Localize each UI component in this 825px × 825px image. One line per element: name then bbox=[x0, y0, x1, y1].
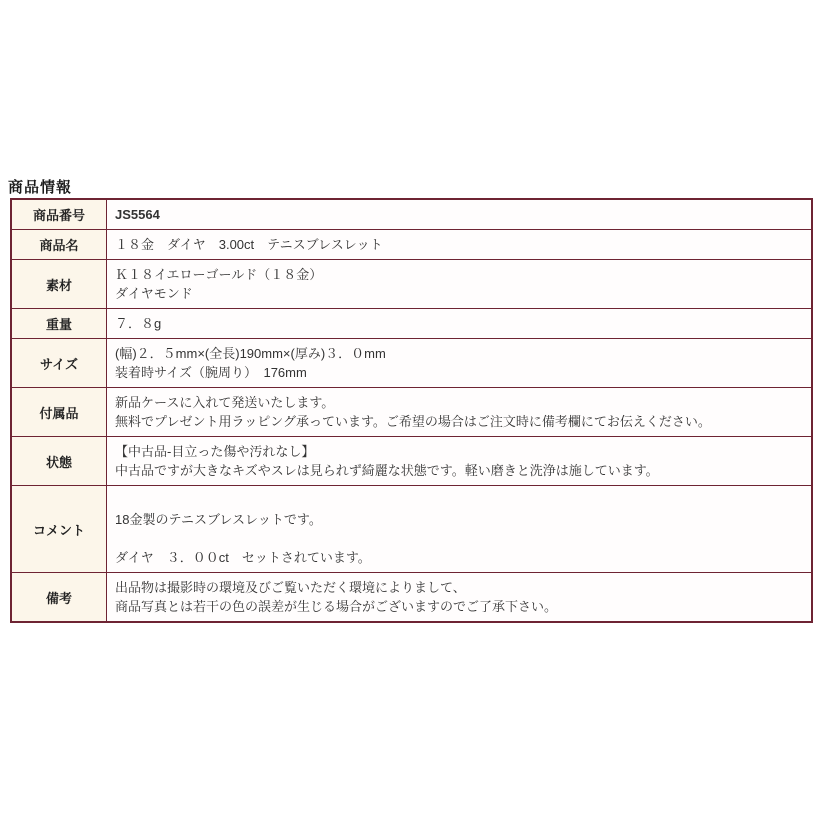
table-row-item-number bbox=[12, 200, 811, 230]
row-value-comment bbox=[107, 486, 811, 572]
row-value-item-name bbox=[107, 230, 811, 259]
row-label-weight: 重量 bbox=[12, 309, 107, 338]
row-value-line: 中古品ですが大きなキズやスレは見られず綺麗な状態です。軽い磨きと洗浄は施しています。 bbox=[115, 463, 659, 478]
row-value-line: 商品写真とは若干の色の誤差が生じる場合がございますのでご了承下さい。 bbox=[115, 599, 558, 614]
row-value-size bbox=[107, 339, 811, 387]
row-label-notes: 備考 bbox=[12, 573, 107, 621]
table-row-condition bbox=[12, 437, 811, 486]
table-row-accessories bbox=[12, 388, 811, 437]
row-value-line: ７．８g bbox=[115, 316, 162, 331]
row-value-line: 出品物は撮影時の環境及びご覧いただく環境によりまして、 bbox=[115, 580, 466, 595]
row-value-notes bbox=[107, 573, 811, 621]
table-row-notes bbox=[12, 573, 811, 621]
table-row-weight bbox=[12, 309, 811, 339]
table-row-size bbox=[12, 339, 811, 388]
row-value-line: 18金製のテニスブレスレットです。 bbox=[115, 512, 322, 527]
table-row-material bbox=[12, 260, 811, 309]
row-value-line: ダイヤモンド bbox=[115, 286, 193, 301]
page-title: 商品情報 bbox=[8, 179, 73, 196]
row-value-condition bbox=[107, 437, 811, 485]
product-info-table bbox=[10, 198, 813, 623]
row-label-item-name: 商品名 bbox=[12, 230, 107, 259]
row-value-line: Ｋ１８イエローゴールド（１８金） bbox=[115, 267, 323, 282]
row-label-condition: 状態 bbox=[12, 437, 107, 485]
row-value-line: JS5564 bbox=[115, 207, 160, 222]
table-row-comment bbox=[12, 486, 811, 573]
row-value-line: 新品ケースに入れて発送いたします。 bbox=[115, 395, 335, 410]
row-value-weight bbox=[107, 309, 811, 338]
row-label-material: 素材 bbox=[12, 260, 107, 308]
table-row-item-name bbox=[12, 230, 811, 260]
row-value-line: 無料でプレゼント用ラッピング承っています。ご希望の場合はご注文時に備考欄にてお伝えください。 bbox=[115, 414, 711, 429]
row-value-material bbox=[107, 260, 811, 308]
row-value-item-number bbox=[107, 200, 811, 229]
row-value-line: １８金 ダイヤ 3.00ct テニスブレスレット bbox=[115, 237, 383, 252]
row-value-line bbox=[115, 491, 803, 510]
row-value-accessories bbox=[107, 388, 811, 436]
row-value-line: 【中古品-目立った傷や汚れなし】 bbox=[115, 444, 315, 459]
row-label-item-number: 商品番号 bbox=[12, 200, 107, 229]
row-value-line bbox=[115, 529, 803, 548]
row-value-line: ダイヤ ３．００ct セットされています。 bbox=[115, 550, 371, 565]
row-label-accessories: 付属品 bbox=[12, 388, 107, 436]
row-label-size: サイズ bbox=[12, 339, 107, 387]
row-value-line: (幅)２．５mm×(全長)190mm×(厚み)３．０mm bbox=[115, 346, 386, 361]
row-value-line: 装着時サイズ（腕周り） 176mm bbox=[115, 365, 307, 380]
row-label-comment: コメント bbox=[12, 486, 107, 572]
